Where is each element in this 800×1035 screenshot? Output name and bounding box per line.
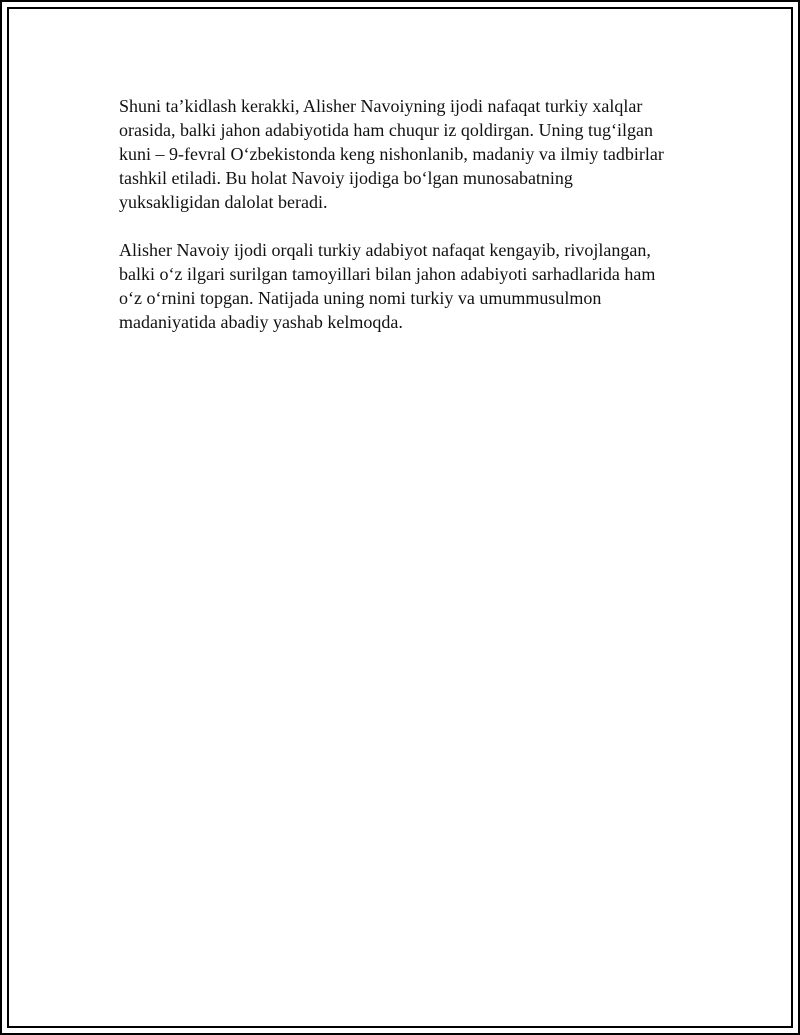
paragraph-1: [119, 94, 689, 214]
paragraph-line: balki o‘z ilgari surilgan tamoyillari bilan jahon adabiyoti sarhadlarida ham: [119, 264, 656, 284]
paragraph-line: kuni – 9-fevral O‘zbekistonda keng nishonlanib, madaniy va ilmiy tadbirlar: [119, 144, 664, 164]
paragraph-line: yuksakligidan dalolat beradi.: [119, 192, 328, 212]
document-body: [119, 94, 689, 358]
paragraph-line: tashkil etiladi. Bu holat Navoiy ijodiga bo‘lgan munosabatning: [119, 168, 573, 188]
paragraph-line: Shuni ta’kidlash kerakki, Alisher Navoiyning ijodi nafaqat turkiy xalqlar: [119, 96, 643, 116]
paragraph-line: o‘z o‘rnini topgan. Natijada uning nomi turkiy va umummusulmon: [119, 288, 602, 308]
paragraph-line: madaniyatida abadiy yashab kelmoqda.: [119, 312, 403, 332]
paragraph-2: [119, 238, 689, 334]
paragraph-line: orasida, balki jahon adabiyotida ham chuqur iz qoldirgan. Uning tug‘ilgan: [119, 120, 654, 140]
paragraph-line: Alisher Navoiy ijodi orqali turkiy adabiyot nafaqat kengayib, rivojlangan,: [119, 240, 651, 260]
